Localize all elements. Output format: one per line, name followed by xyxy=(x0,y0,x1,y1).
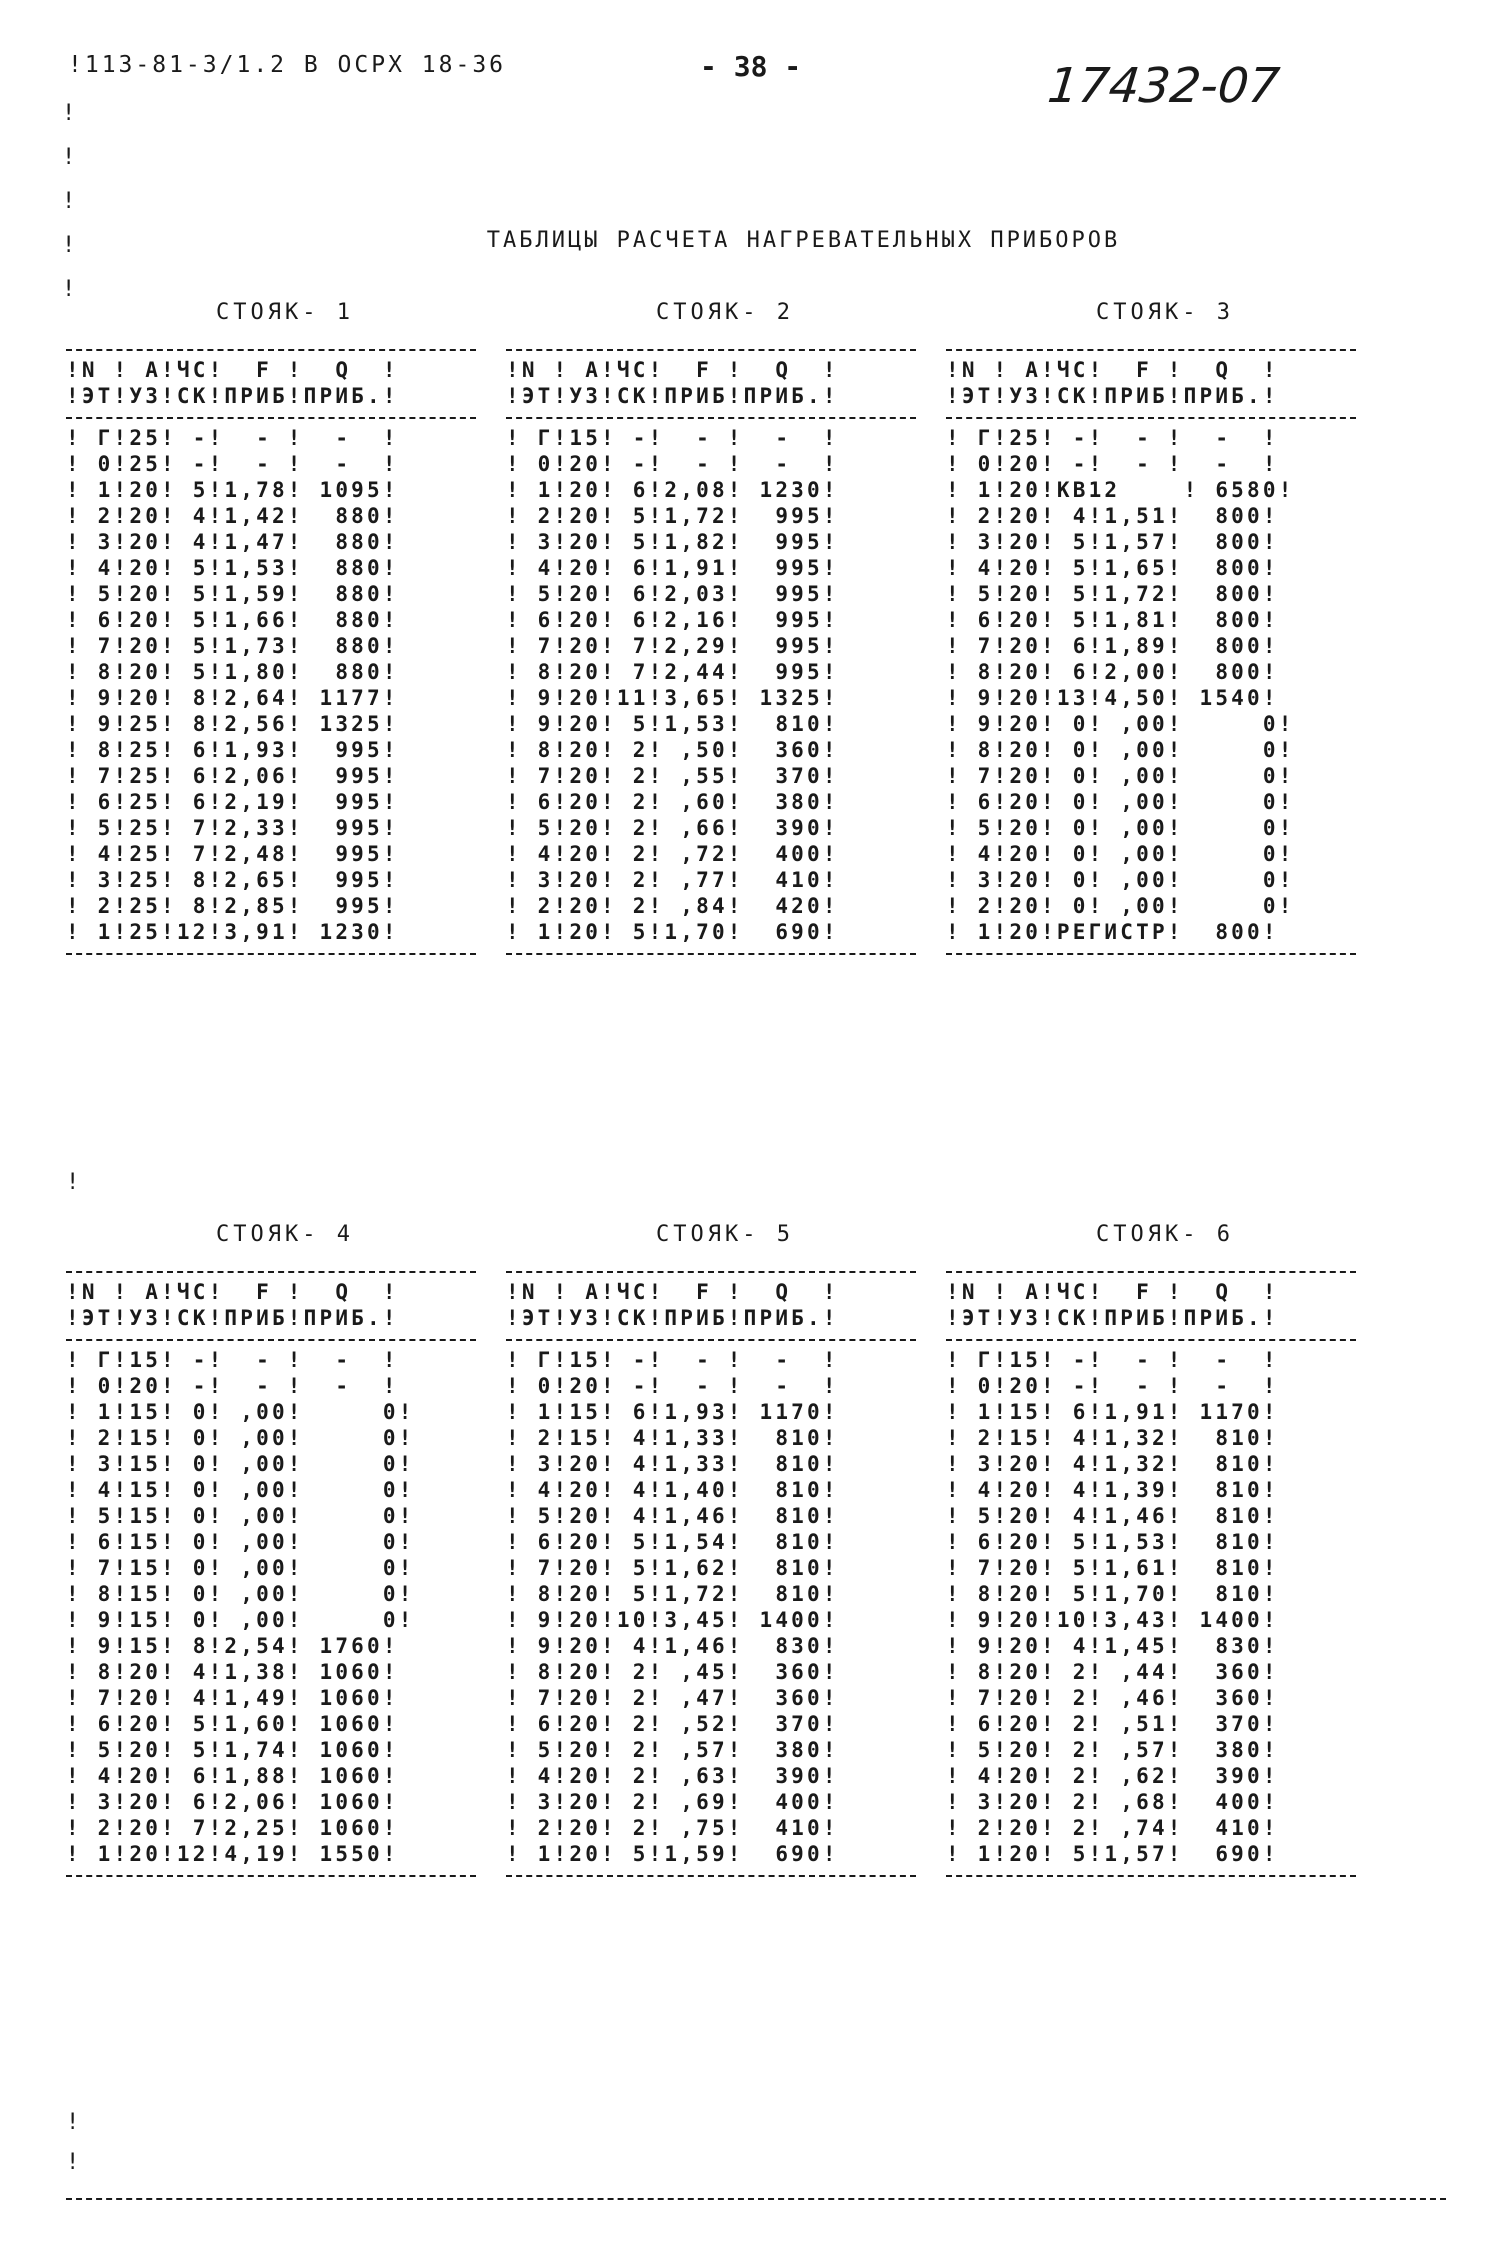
table-block-1 xyxy=(66,300,1386,961)
table-row: ! 9!20!11!3,65! 1325! xyxy=(506,686,839,710)
table-row: ! 5!20! 5!1,72! 800! xyxy=(946,582,1279,606)
table-row: ! 7!20! 5!1,61! 810! xyxy=(946,1556,1279,1580)
table-row: ! 4!20! 5!1,65! 800! xyxy=(946,556,1279,580)
stoyak-table-5 xyxy=(506,1263,946,1883)
table-row: ! 1!15! 6!1,91! 1170! xyxy=(946,1400,1279,1424)
table-row: ! 1!15! 6!1,93! 1170! xyxy=(506,1400,839,1424)
table-row: ! Г!25! -! - ! - ! xyxy=(66,426,399,450)
table-row: ! 4!20! 6!1,91! 995! xyxy=(506,556,839,580)
stoyak-titles-row xyxy=(66,300,1386,325)
table-row: ! 4!20! 4!1,39! 810! xyxy=(946,1478,1279,1502)
table-row: ! 7!15! 0! ,00! 0! xyxy=(66,1556,415,1580)
table-row: ! 9!20! 0! ,00! 0! xyxy=(946,712,1295,736)
dashed-rule xyxy=(946,1271,1356,1273)
stoyak-table-3 xyxy=(946,341,1386,961)
table-row: ! 2!20! 2! ,84! 420! xyxy=(506,894,839,918)
page-number: - 38 - xyxy=(700,50,802,83)
table-row: ! 8!20! 2! ,45! 360! xyxy=(506,1660,839,1684)
table-row: ! 7!20! 6!1,89! 800! xyxy=(946,634,1279,658)
document-title: ТАБЛИЦЫ РАСЧЕТА НАГРЕВАТЕЛЬНЫХ ПРИБОРОВ xyxy=(486,228,1121,253)
table-row: ! 2!20! 4!1,51! 800! xyxy=(946,504,1279,528)
table-row: ! Г!15! -! - ! - ! xyxy=(506,1348,839,1372)
table-row: ! 2!20! 7!2,25! 1060! xyxy=(66,1816,399,1840)
table-row: ! 8!20! 7!2,44! 995! xyxy=(506,660,839,684)
table-row: ! 3!20! 2! ,77! 410! xyxy=(506,868,839,892)
table-row: ! 9!20!10!3,43! 1400! xyxy=(946,1608,1279,1632)
table-row: ! 4!20! 5!1,53! 880! xyxy=(66,556,399,580)
stoyak-table-4 xyxy=(66,1263,506,1883)
table-row: ! 6!20! 2! ,51! 370! xyxy=(946,1712,1279,1736)
bottom-dashed-rule xyxy=(66,2198,1446,2200)
table-row: ! 1!15! 0! ,00! 0! xyxy=(66,1400,415,1424)
table-row: ! 6!25! 6!2,19! 995! xyxy=(66,790,399,814)
table-row: ! 8!20! 2! ,44! 360! xyxy=(946,1660,1279,1684)
table-row: ! Г!25! -! - ! - ! xyxy=(946,426,1279,450)
table-row: ! 8!20! 5!1,72! 810! xyxy=(506,1582,839,1606)
table-row: ! 2!15! 4!1,33! 810! xyxy=(506,1426,839,1450)
table-row: ! 3!20! 6!2,06! 1060! xyxy=(66,1790,399,1814)
column-header: !N ! А!ЧС! F ! Q ! xyxy=(946,1280,1279,1304)
table-row: ! 2!20! 2! ,75! 410! xyxy=(506,1816,839,1840)
table-row: ! 5!20! 5!1,74! 1060! xyxy=(66,1738,399,1762)
column-header: !N ! А!ЧС! F ! Q ! xyxy=(66,358,399,382)
table-row: ! 4!20! 2! ,72! 400! xyxy=(506,842,839,866)
dashed-rule xyxy=(506,1271,916,1273)
stoyak-title: СТОЯК- 6 xyxy=(1096,1222,1234,1247)
table-row: ! Г!15! -! - ! - ! xyxy=(66,1348,399,1372)
column-header: !N ! А!ЧС! F ! Q ! xyxy=(66,1280,399,1304)
column-header: !N ! А!ЧС! F ! Q ! xyxy=(506,358,839,382)
column-header: !ЭТ!УЗ!СК!ПРИБ!ПРИБ.! xyxy=(66,384,399,408)
table-row: ! 9!25! 8!2,56! 1325! xyxy=(66,712,399,736)
column-header: !N ! А!ЧС! F ! Q ! xyxy=(506,1280,839,1304)
dashed-rule xyxy=(66,1875,476,1877)
table-row: ! 2!20! 4!1,42! 880! xyxy=(66,504,399,528)
table-row: ! 0!20! -! - ! - ! xyxy=(66,1374,399,1398)
stoyak-title: СТОЯК- 3 xyxy=(1096,300,1234,325)
table-row: ! 8!25! 6!1,93! 995! xyxy=(66,738,399,762)
dashed-rule xyxy=(66,953,476,955)
table-row: ! 7!20! 4!1,49! 1060! xyxy=(66,1686,399,1710)
dashed-rule xyxy=(66,349,476,351)
dashed-rule xyxy=(946,417,1356,419)
table-row: ! 0!20! -! - ! - ! xyxy=(946,452,1279,476)
table-row: ! Г!15! -! - ! - ! xyxy=(946,1348,1279,1372)
table-row: ! 5!20! 6!2,03! 995! xyxy=(506,582,839,606)
stoyak-title: СТОЯК- 2 xyxy=(656,300,794,325)
table-row: ! 9!20! 4!1,45! 830! xyxy=(946,1634,1279,1658)
table-row: ! 6!20! 5!1,66! 880! xyxy=(66,608,399,632)
stoyak-table-2 xyxy=(506,341,946,961)
table-row: ! 9!15! 8!2,54! 1760! xyxy=(66,1634,399,1658)
table-row: ! 6!20! 5!1,60! 1060! xyxy=(66,1712,399,1736)
table-row: ! 4!15! 0! ,00! 0! xyxy=(66,1478,415,1502)
table-row: ! 6!20! 0! ,00! 0! xyxy=(946,790,1295,814)
dashed-rule xyxy=(66,417,476,419)
stoyak-titles-row xyxy=(66,1222,1386,1247)
table-row: ! 3!20! 0! ,00! 0! xyxy=(946,868,1295,892)
table-row: ! 4!20! 6!1,88! 1060! xyxy=(66,1764,399,1788)
table-row: ! 5!20! 5!1,59! 880! xyxy=(66,582,399,606)
table-row: ! 4!20! 0! ,00! 0! xyxy=(946,842,1295,866)
stoyak-title: СТОЯК- 1 xyxy=(216,300,354,325)
table-row: ! 8!20! 0! ,00! 0! xyxy=(946,738,1295,762)
table-row: ! 6!20! 5!1,81! 800! xyxy=(946,608,1279,632)
table-row: ! 2!15! 0! ,00! 0! xyxy=(66,1426,415,1450)
table-row: ! 0!20! -! - ! - ! xyxy=(506,452,839,476)
table-row: ! 2!20! 5!1,72! 995! xyxy=(506,504,839,528)
table-row: ! 3!20! 5!1,82! 995! xyxy=(506,530,839,554)
table-row: ! 1!20! 5!1,57! 690! xyxy=(946,1842,1279,1866)
table-row: ! 6!20! 5!1,53! 810! xyxy=(946,1530,1279,1554)
table-row: ! 9!20!10!3,45! 1400! xyxy=(506,1608,839,1632)
margin-marks: ! ! ! ! ! xyxy=(62,101,76,302)
table-row: ! 3!20! 2! ,68! 400! xyxy=(946,1790,1279,1814)
dashed-rule xyxy=(66,1271,476,1273)
margin-mark: ! xyxy=(66,2150,80,2175)
stoyak-title: СТОЯК- 5 xyxy=(656,1222,794,1247)
table-row: ! 3!20! 4!1,33! 810! xyxy=(506,1452,839,1476)
column-header: !ЭТ!УЗ!СК!ПРИБ!ПРИБ.! xyxy=(946,1306,1279,1330)
table-row: ! 6!20! 2! ,52! 370! xyxy=(506,1712,839,1736)
table-row: ! 4!20! 2! ,62! 390! xyxy=(946,1764,1279,1788)
table-row: ! 4!25! 7!2,48! 995! xyxy=(66,842,399,866)
table-row: ! 3!20! 4!1,47! 880! xyxy=(66,530,399,554)
stoyak-table-6 xyxy=(946,1263,1386,1883)
column-header: !ЭТ!УЗ!СК!ПРИБ!ПРИБ.! xyxy=(66,1306,399,1330)
stoyak-title: СТОЯК- 4 xyxy=(216,1222,354,1247)
stoyak-table-1 xyxy=(66,341,506,961)
table-row: ! 3!15! 0! ,00! 0! xyxy=(66,1452,415,1476)
table-row: ! 7!20! 0! ,00! 0! xyxy=(946,764,1295,788)
table-row: ! 0!25! -! - ! - ! xyxy=(66,452,399,476)
column-header: !ЭТ!УЗ!СК!ПРИБ!ПРИБ.! xyxy=(946,384,1279,408)
table-row: ! 5!20! 2! ,66! 390! xyxy=(506,816,839,840)
table-row: ! 8!20! 2! ,50! 360! xyxy=(506,738,839,762)
table-row: ! 1!20! 5!1,59! 690! xyxy=(506,1842,839,1866)
dashed-rule xyxy=(946,953,1356,955)
margin-mark: ! xyxy=(66,1170,80,1195)
table-block-2 xyxy=(66,1222,1386,1883)
table-row: ! 1!20!12!4,19! 1550! xyxy=(66,1842,399,1866)
table-row: ! Г!15! -! - ! - ! xyxy=(506,426,839,450)
table-row: ! 8!20! 6!2,00! 800! xyxy=(946,660,1279,684)
column-header: !N ! А!ЧС! F ! Q ! xyxy=(946,358,1279,382)
dashed-rule xyxy=(946,349,1356,351)
dashed-rule xyxy=(66,1339,476,1341)
table-row: ! 9!20! 4!1,46! 830! xyxy=(506,1634,839,1658)
table-row: ! 7!25! 6!2,06! 995! xyxy=(66,764,399,788)
table-row: ! 1!20! 6!2,08! 1230! xyxy=(506,478,839,502)
table-row: ! 4!20! 4!1,40! 810! xyxy=(506,1478,839,1502)
table-row: ! 1!20! 5!1,70! 690! xyxy=(506,920,839,944)
table-row: ! 2!20! 0! ,00! 0! xyxy=(946,894,1295,918)
table-row: ! 8!20! 5!1,70! 810! xyxy=(946,1582,1279,1606)
table-row: ! 5!20! 2! ,57! 380! xyxy=(506,1738,839,1762)
table-row: ! 1!20!КВ12 ! 6580! xyxy=(946,478,1295,502)
table-row: ! 2!20! 2! ,74! 410! xyxy=(946,1816,1279,1840)
table-row: ! 4!20! 2! ,63! 390! xyxy=(506,1764,839,1788)
table-row: ! 9!20! 8!2,64! 1177! xyxy=(66,686,399,710)
table-row: ! 3!25! 8!2,65! 995! xyxy=(66,868,399,892)
table-row: ! 7!20! 2! ,46! 360! xyxy=(946,1686,1279,1710)
margin-mark: ! xyxy=(66,2110,80,2135)
table-row: ! 6!20! 5!1,54! 810! xyxy=(506,1530,839,1554)
table-row: ! 7!20! 2! ,47! 360! xyxy=(506,1686,839,1710)
table-row: ! 3!20! 2! ,69! 400! xyxy=(506,1790,839,1814)
dashed-rule xyxy=(506,953,916,955)
dashed-rule xyxy=(946,1339,1356,1341)
table-row: ! 0!20! -! - ! - ! xyxy=(946,1374,1279,1398)
table-row: ! 5!15! 0! ,00! 0! xyxy=(66,1504,415,1528)
table-row: ! 7!20! 2! ,55! 370! xyxy=(506,764,839,788)
table-row: ! 0!20! -! - ! - ! xyxy=(506,1374,839,1398)
table-row: ! 7!20! 5!1,62! 810! xyxy=(506,1556,839,1580)
column-header: !ЭТ!УЗ!СК!ПРИБ!ПРИБ.! xyxy=(506,1306,839,1330)
table-row: ! 6!15! 0! ,00! 0! xyxy=(66,1530,415,1554)
table-row: ! 5!25! 7!2,33! 995! xyxy=(66,816,399,840)
table-row: ! 5!20! 4!1,46! 810! xyxy=(946,1504,1279,1528)
table-row: ! 9!20! 5!1,53! 810! xyxy=(506,712,839,736)
dashed-rule xyxy=(946,1875,1356,1877)
table-row: ! 6!20! 2! ,60! 380! xyxy=(506,790,839,814)
table-row: ! 9!15! 0! ,00! 0! xyxy=(66,1608,415,1632)
dashed-rule xyxy=(506,1875,916,1877)
table-row: ! 1!20!РЕГИСТР! 800! xyxy=(946,920,1279,944)
table-row: ! 7!20! 5!1,73! 880! xyxy=(66,634,399,658)
table-row: ! 3!20! 4!1,32! 810! xyxy=(946,1452,1279,1476)
dashed-rule xyxy=(506,349,916,351)
table-row: ! 1!25!12!3,91! 1230! xyxy=(66,920,399,944)
table-row: ! 8!15! 0! ,00! 0! xyxy=(66,1582,415,1606)
dashed-rule xyxy=(506,1339,916,1341)
table-row: ! 3!20! 5!1,57! 800! xyxy=(946,530,1279,554)
table-row: ! 2!15! 4!1,32! 810! xyxy=(946,1426,1279,1450)
table-row: ! 1!20! 5!1,78! 1095! xyxy=(66,478,399,502)
table-row: ! 5!20! 0! ,00! 0! xyxy=(946,816,1295,840)
table-row: ! 6!20! 6!2,16! 995! xyxy=(506,608,839,632)
table-row: ! 8!20! 5!1,80! 880! xyxy=(66,660,399,684)
dashed-rule xyxy=(506,417,916,419)
table-row: ! 2!25! 8!2,85! 995! xyxy=(66,894,399,918)
table-row: ! 9!20!13!4,50! 1540! xyxy=(946,686,1279,710)
table-row: ! 5!20! 2! ,57! 380! xyxy=(946,1738,1279,1762)
column-header: !ЭТ!УЗ!СК!ПРИБ!ПРИБ.! xyxy=(506,384,839,408)
table-row: ! 7!20! 7!2,29! 995! xyxy=(506,634,839,658)
handwritten-doc-number: 17432-07 xyxy=(1045,58,1283,114)
document-code: !113-81-3/1.2 В ОСРХ 18-36 xyxy=(68,52,507,78)
table-row: ! 5!20! 4!1,46! 810! xyxy=(506,1504,839,1528)
table-row: ! 8!20! 4!1,38! 1060! xyxy=(66,1660,399,1684)
